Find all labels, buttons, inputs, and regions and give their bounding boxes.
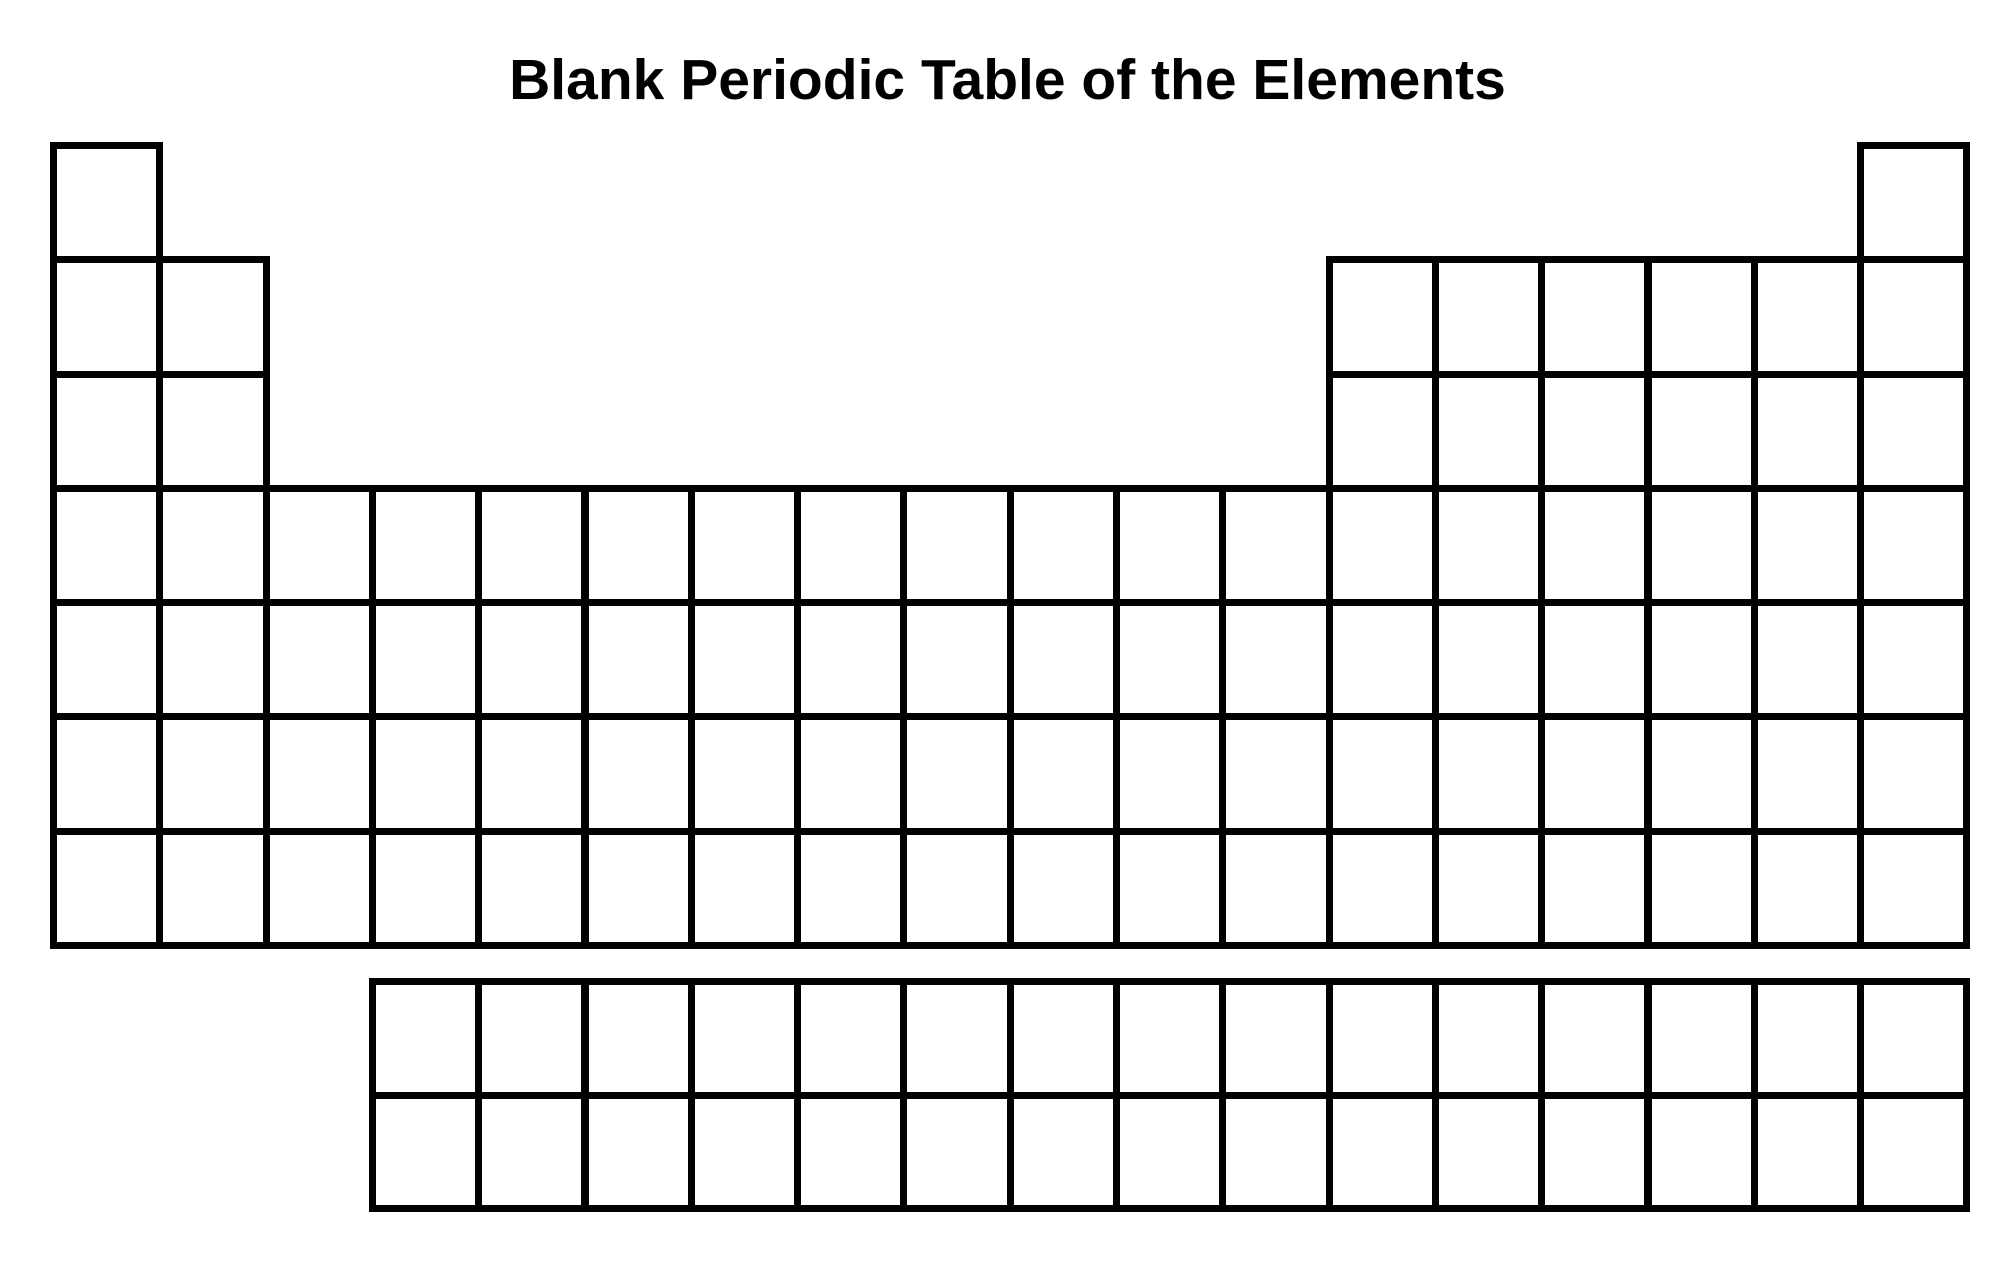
element-cell-p7-g16 [1645, 828, 1758, 949]
f-block-cell-r1-c13 [1645, 978, 1758, 1099]
element-cell-p7-g3 [263, 828, 376, 949]
element-cell-p4-g6 [582, 485, 695, 606]
element-cell-p7-g13 [1326, 828, 1439, 949]
element-cell-p7-g9 [900, 828, 1013, 949]
element-cell-p5-g14 [1432, 599, 1545, 720]
f-block-cell-r2-c7 [1007, 1092, 1120, 1213]
element-cell-p7-g6 [582, 828, 695, 949]
f-block-cell-r1-c12 [1538, 978, 1651, 1099]
element-cell-p5-g10 [1007, 599, 1120, 720]
f-block-cell-r2-c8 [1113, 1092, 1226, 1213]
element-cell-p7-g15 [1538, 828, 1651, 949]
page-title: Blank Periodic Table of the Elements [509, 48, 1506, 112]
element-cell-p6-g9 [900, 713, 1013, 834]
f-block-cell-r2-c11 [1432, 1092, 1545, 1213]
element-cell-p2-g13 [1326, 256, 1439, 377]
element-cell-p6-g2 [156, 713, 269, 834]
f-block-cell-r1-c5 [794, 978, 907, 1099]
element-cell-p5-g16 [1645, 599, 1758, 720]
element-cell-p5-g5 [475, 599, 588, 720]
element-cell-p5-g12 [1219, 599, 1332, 720]
element-cell-p2-g14 [1432, 256, 1545, 377]
element-cell-p6-g7 [688, 713, 801, 834]
element-cell-p4-g13 [1326, 485, 1439, 606]
element-cell-p4-g12 [1219, 485, 1332, 606]
element-cell-p5-g4 [369, 599, 482, 720]
element-cell-p3-g16 [1645, 371, 1758, 492]
element-cell-p5-g8 [794, 599, 907, 720]
element-cell-p7-g8 [794, 828, 907, 949]
f-block-cell-r1-c2 [475, 978, 588, 1099]
element-cell-p6-g17 [1751, 713, 1864, 834]
element-cell-p6-g10 [1007, 713, 1120, 834]
element-cell-p4-g11 [1113, 485, 1226, 606]
element-cell-p6-g6 [582, 713, 695, 834]
f-block-cell-r2-c4 [688, 1092, 801, 1213]
element-cell-p4-g1 [50, 485, 163, 606]
element-cell-p2-g18 [1857, 256, 1970, 377]
f-block-cell-r2-c5 [794, 1092, 907, 1213]
element-cell-p2-g2 [156, 256, 269, 377]
element-cell-p6-g5 [475, 713, 588, 834]
element-cell-p5-g18 [1857, 599, 1970, 720]
element-cell-p6-g14 [1432, 713, 1545, 834]
element-cell-p7-g18 [1857, 828, 1970, 949]
element-cell-p5-g13 [1326, 599, 1439, 720]
element-cell-p6-g11 [1113, 713, 1226, 834]
f-block-cell-r1-c15 [1857, 978, 1970, 1099]
element-cell-p4-g9 [900, 485, 1013, 606]
element-cell-p7-g4 [369, 828, 482, 949]
element-cell-p5-g6 [582, 599, 695, 720]
element-cell-p1-g18 [1857, 142, 1970, 263]
element-cell-p1-g1 [50, 142, 163, 263]
element-cell-p6-g4 [369, 713, 482, 834]
f-block-cell-r2-c10 [1326, 1092, 1439, 1213]
element-cell-p6-g13 [1326, 713, 1439, 834]
element-cell-p4-g16 [1645, 485, 1758, 606]
f-block-cell-r1-c4 [688, 978, 801, 1099]
element-cell-p5-g3 [263, 599, 376, 720]
f-block-cell-r2-c9 [1219, 1092, 1332, 1213]
element-cell-p7-g7 [688, 828, 801, 949]
element-cell-p5-g17 [1751, 599, 1864, 720]
element-cell-p5-g9 [900, 599, 1013, 720]
element-cell-p4-g7 [688, 485, 801, 606]
element-cell-p5-g1 [50, 599, 163, 720]
f-block-cell-r2-c15 [1857, 1092, 1970, 1213]
element-cell-p4-g14 [1432, 485, 1545, 606]
f-block-cell-r2-c2 [475, 1092, 588, 1213]
f-block-cell-r1-c10 [1326, 978, 1439, 1099]
element-cell-p4-g4 [369, 485, 482, 606]
element-cell-p6-g18 [1857, 713, 1970, 834]
element-cell-p2-g16 [1645, 256, 1758, 377]
element-cell-p7-g5 [475, 828, 588, 949]
f-block-cell-r2-c6 [900, 1092, 1013, 1213]
element-cell-p6-g3 [263, 713, 376, 834]
element-cell-p4-g3 [263, 485, 376, 606]
element-cell-p5-g11 [1113, 599, 1226, 720]
f-block-cell-r2-c14 [1751, 1092, 1864, 1213]
f-block-cell-r2-c3 [582, 1092, 695, 1213]
f-block-cell-r1-c8 [1113, 978, 1226, 1099]
f-block-cell-r1-c6 [900, 978, 1013, 1099]
element-cell-p4-g5 [475, 485, 588, 606]
element-cell-p3-g17 [1751, 371, 1864, 492]
f-block-cell-r1-c11 [1432, 978, 1545, 1099]
f-block-cell-r1-c3 [582, 978, 695, 1099]
f-block-cell-r1-c9 [1219, 978, 1332, 1099]
f-block-cell-r2-c12 [1538, 1092, 1651, 1213]
element-cell-p3-g1 [50, 371, 163, 492]
f-block-cell-r1-c1 [369, 978, 482, 1099]
element-cell-p5-g2 [156, 599, 269, 720]
element-cell-p7-g14 [1432, 828, 1545, 949]
element-cell-p5-g15 [1538, 599, 1651, 720]
element-cell-p6-g15 [1538, 713, 1651, 834]
element-cell-p4-g2 [156, 485, 269, 606]
element-cell-p6-g1 [50, 713, 163, 834]
element-cell-p2-g17 [1751, 256, 1864, 377]
element-cell-p3-g2 [156, 371, 269, 492]
element-cell-p7-g17 [1751, 828, 1864, 949]
element-cell-p7-g1 [50, 828, 163, 949]
element-cell-p3-g13 [1326, 371, 1439, 492]
element-cell-p2-g1 [50, 256, 163, 377]
element-cell-p6-g8 [794, 713, 907, 834]
element-cell-p3-g14 [1432, 371, 1545, 492]
element-cell-p2-g15 [1538, 256, 1651, 377]
element-cell-p4-g15 [1538, 485, 1651, 606]
element-cell-p6-g16 [1645, 713, 1758, 834]
f-block-cell-r2-c13 [1645, 1092, 1758, 1213]
element-cell-p6-g12 [1219, 713, 1332, 834]
f-block-cell-r2-c1 [369, 1092, 482, 1213]
element-cell-p7-g11 [1113, 828, 1226, 949]
element-cell-p4-g8 [794, 485, 907, 606]
f-block-cell-r1-c14 [1751, 978, 1864, 1099]
element-cell-p7-g2 [156, 828, 269, 949]
element-cell-p7-g12 [1219, 828, 1332, 949]
f-block-cell-r1-c7 [1007, 978, 1120, 1099]
element-cell-p4-g10 [1007, 485, 1120, 606]
element-cell-p4-g18 [1857, 485, 1970, 606]
element-cell-p4-g17 [1751, 485, 1864, 606]
element-cell-p3-g15 [1538, 371, 1651, 492]
element-cell-p5-g7 [688, 599, 801, 720]
element-cell-p3-g18 [1857, 371, 1970, 492]
element-cell-p7-g10 [1007, 828, 1120, 949]
